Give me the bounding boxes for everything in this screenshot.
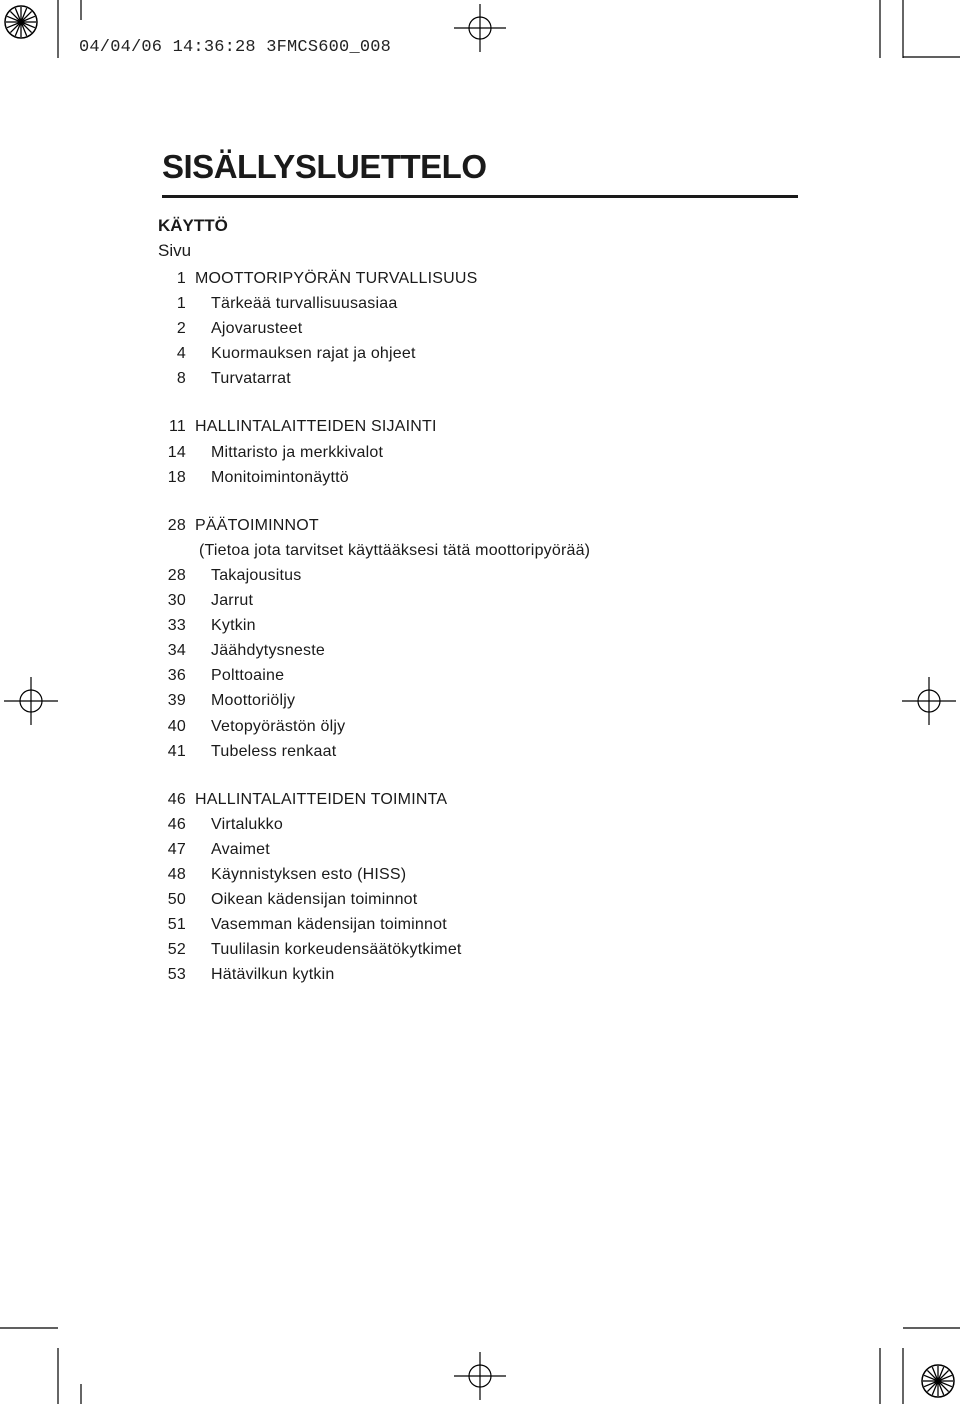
registration-mark-bottom <box>454 1352 506 1400</box>
toc-entry <box>158 465 349 490</box>
toc-entry-text: MOOTTORIPYÖRÄN TURVALLISUUS <box>195 270 478 287</box>
toc-page-number: 36 <box>167 667 186 685</box>
toc-entry <box>158 937 462 962</box>
toc-entry <box>158 366 291 391</box>
toc-page-number: 40 <box>167 717 186 735</box>
toc-entry-text: Jarrut <box>211 592 254 610</box>
toc-entry-text: Käynnistyksen esto (HISS) <box>211 865 407 883</box>
toc-page-number: 11 <box>168 418 186 436</box>
starburst-mark-bottom-right <box>922 1365 954 1397</box>
starburst-mark-top-left <box>5 6 37 38</box>
toc-note <box>158 538 591 563</box>
toc-page-number: 1 <box>176 295 186 313</box>
toc-entry <box>158 440 384 465</box>
toc-group <box>158 414 437 489</box>
toc-page-number: 28 <box>167 566 186 584</box>
toc-page-number: 46 <box>167 815 186 833</box>
toc-entry <box>158 837 270 862</box>
toc-entry <box>158 563 302 588</box>
toc-chapter-entry <box>158 787 448 812</box>
toc-entry <box>158 688 296 713</box>
toc-page-number: 8 <box>176 370 186 388</box>
page-title: SISÄLLYSLUETTELO <box>162 148 487 185</box>
registration-mark-right <box>902 677 956 725</box>
toc-entry-text: Tärkeää turvallisuusasiaa <box>211 295 398 313</box>
toc-entry-text: (Tietoa jota tarvitset käyttääksesi tätä moottoripyörää) <box>199 541 591 559</box>
toc-group <box>158 787 462 988</box>
toc-entry-text: Tuulilasin korkeudensäätökytkimet <box>211 941 462 959</box>
toc-entry-text: Takajousitus <box>211 566 302 584</box>
toc-page-number: 14 <box>167 443 186 461</box>
toc-entry <box>158 663 285 688</box>
toc-entry <box>158 316 303 341</box>
title-rule <box>162 195 798 198</box>
toc-entry <box>158 812 283 837</box>
toc-entry <box>158 862 407 887</box>
toc-entry-text: Kytkin <box>211 617 256 635</box>
toc-page-number: 47 <box>167 840 186 858</box>
toc-entry-text: Hätävilkun kytkin <box>211 966 335 984</box>
toc-entry-text: Mittaristo ja merkkivalot <box>211 443 384 461</box>
toc-page-number: 2 <box>176 320 186 338</box>
toc-entry <box>158 613 256 638</box>
toc-entry-text: Vasemman kädensijan toiminnot <box>211 916 447 934</box>
toc-page-number: 48 <box>167 865 186 883</box>
toc-entry <box>158 291 398 316</box>
registration-mark-left <box>4 677 58 725</box>
toc-entry <box>158 341 416 366</box>
toc-group <box>158 266 478 391</box>
toc-entry-text: HALLINTALAITTEIDEN TOIMINTA <box>195 790 448 808</box>
toc-chapter-entry <box>158 266 478 291</box>
toc-page-number: 33 <box>167 617 186 635</box>
toc-entry <box>158 739 337 764</box>
toc-page-number: 52 <box>167 941 186 959</box>
toc-entry-text: Jäähdytysneste <box>211 642 325 660</box>
toc-page-number: 46 <box>167 790 186 808</box>
toc-entry-text: PÄÄTOIMINNOT <box>195 516 319 534</box>
print-header: 04/04/06 14:36:28 3FMCS600_008 <box>79 38 392 57</box>
toc-entry <box>158 887 418 912</box>
toc-entry-text: Ajovarusteet <box>211 320 303 338</box>
toc-entry <box>158 714 346 739</box>
toc-entry <box>158 638 325 663</box>
toc-page-number: 30 <box>167 592 186 610</box>
toc-page-number: 41 <box>167 742 186 760</box>
toc-chapter-entry <box>158 513 319 538</box>
toc-page-number: 1 <box>176 270 186 287</box>
registration-mark-top <box>454 4 506 52</box>
toc-entry-text: Turvatarrat <box>211 370 291 388</box>
toc-page-number: 28 <box>167 516 186 534</box>
toc-entry-text: Kuormauksen rajat ja ohjeet <box>211 345 416 363</box>
toc-chapter-entry <box>158 414 437 439</box>
toc-entry-text: Tubeless renkaat <box>211 742 337 760</box>
toc-page-number: 18 <box>167 468 186 486</box>
toc-entry-text: HALLINTALAITTEIDEN SIJAINTI <box>195 418 437 436</box>
toc-entry-text: Moottoriöljy <box>211 692 296 710</box>
toc-page-number: 39 <box>167 692 186 710</box>
table-of-contents <box>158 266 591 1010</box>
toc-page-number: 50 <box>167 891 186 909</box>
page-column-label: Sivu <box>158 241 192 260</box>
toc-entry <box>158 588 254 613</box>
toc-page-number: 53 <box>167 966 186 984</box>
toc-page-number: 51 <box>167 916 186 934</box>
toc-entry-text: Monitoimintonäyttö <box>211 468 349 486</box>
toc-group <box>158 513 591 764</box>
toc-entry-text: Oikean kädensijan toiminnot <box>211 891 418 909</box>
toc-page-number: 4 <box>176 345 186 363</box>
toc-entry-text: Polttoaine <box>211 667 285 685</box>
section-heading: KÄYTTÖ <box>158 216 228 235</box>
toc-entry-text: Virtalukko <box>211 815 283 833</box>
toc-entry-text: Vetopyörästön öljy <box>211 717 346 735</box>
toc-entry <box>158 962 335 987</box>
toc-entry-text: Avaimet <box>211 840 270 858</box>
toc-page-number: 34 <box>167 642 186 660</box>
toc-entry <box>158 912 447 937</box>
